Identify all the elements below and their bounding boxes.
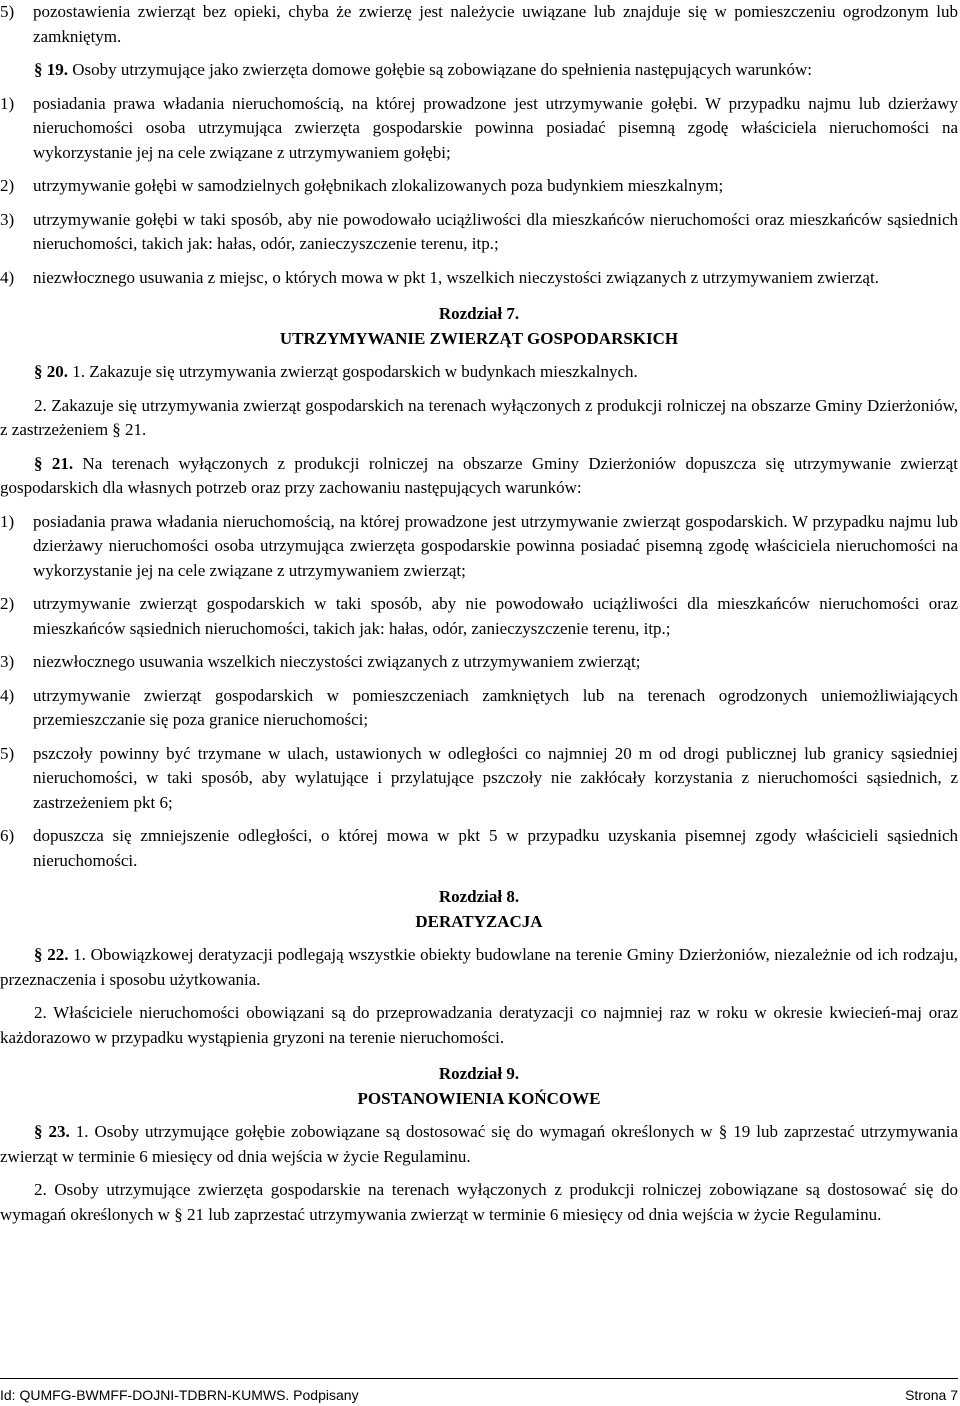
list-item: [0, 0, 958, 49]
list-item: [0, 174, 958, 199]
list-item-number: 1): [0, 93, 15, 113]
list-item: [0, 684, 958, 733]
document-id: Id: QUMFG-BWMFF-DOJNI-TDBRN-KUMWS. Podpisany: [0, 1387, 359, 1403]
list-item: [0, 208, 958, 257]
point-number: 2.: [34, 1180, 47, 1199]
chapter-title: DERATYZACJA: [415, 911, 543, 931]
paragraph-text: Osoby utrzymujące zwierzęta gospodarskie na terenach wyłączonych z produkcji rolniczej zobowiązane są dostosować się do wymagań określonych w § 21 lub zaprzestać utrzymywania zwierząt w terminie 6 miesięcy od dnia wejścia w życie Regulaminu.: [0, 1180, 958, 1224]
list-item-text: posiadania prawa władania nieruchomością, na której prowadzone jest utrzymywanie zwierząt gospodarskich. W przypadku najmu lub dzierżawy nieruchomości osoba utrzymująca zwierzęta gospodarskie powinna posiadać pisemną zgodę właściciela nieruchomości na wykorzystanie jej na cele związane z utrzymywaniem zwierząt;: [33, 511, 958, 580]
list-item-number: 2): [0, 594, 15, 613]
page-footer: [0, 1378, 958, 1405]
list-item-number: 3): [0, 209, 15, 229]
section-number: § 19.: [34, 60, 68, 79]
paragraph-23-1: [0, 1120, 958, 1169]
list-item-text: utrzymywanie zwierząt gospodarskich w pomieszczeniach zamkniętych lub na terenach ogrodzonych uniemożliwiających przemieszczanie się poza granice nieruchomości;: [33, 685, 958, 729]
chapter-title: UTRZYMYWANIE ZWIERZĄT GOSPODARSKICH: [279, 328, 679, 348]
list-item-text: pozostawienia zwierząt bez opieki, chyba że zwierzę jest należycie uwiązane lub znajduje się w pomieszczeniu ogrodzonym lub zamkniętym.: [33, 2, 958, 46]
paragraph-text: Osoby utrzymujące gołębie zobowiązane są dostosować się do wymagań określonych w § 19 lub zaprzestać utrzymywania zwierząt w terminie 6 miesięcy od dnia wejścia w życie Regulaminu.: [0, 1122, 959, 1166]
paragraph-22-1: [0, 943, 958, 992]
point-number: 1.: [69, 1122, 89, 1141]
chapter-title: POSTANOWIENIA KOŃCOWE: [357, 1088, 601, 1108]
list-item-text: posiadania prawa władania nieruchomością, na której prowadzone jest utrzymywanie gołębi. W przypadku najmu lub dzierżawy nieruchomości osoba utrzymująca zwierzęta gospodarskie powinna posiadać pisemną zgodę właściciela nieruchomości na wykorzystanie jej na cele związane z utrzymywaniem gołębi;: [33, 93, 958, 162]
list-item-text: niezwłocznego usuwania wszelkich nieczystości związanych z utrzymywaniem zwierząt;: [33, 652, 641, 671]
paragraph-text: Zakazuje się utrzymywania zwierząt gospodarskich w budynkach mieszkalnych.: [85, 362, 638, 381]
list-item: [0, 592, 958, 641]
list-item-number: 6): [0, 826, 15, 845]
list-item: [0, 510, 958, 584]
list-item: [0, 92, 958, 166]
list-item: [0, 266, 958, 291]
paragraph-text: Obowiązkowej deratyzacji podlegają wszystkie obiekty budowlane na terenie Gminy Dzierżoniów, niezależnie od ich rodzaju, przeznaczenia i sposobu użytkowania.: [0, 945, 959, 989]
point-number: 2.: [34, 395, 47, 415]
list-item-number: 1): [0, 511, 15, 531]
section-number: § 21.: [34, 453, 74, 473]
paragraph-23-2: [0, 1178, 958, 1227]
list-item-text: utrzymywanie zwierząt gospodarskich w taki sposób, aby nie powodowało uciążliwości dla mieszkańców nieruchomości oraz mieszkańców sąsiednich nieruchomości, takich jak: hałas, odór, zanieczyszczenie terenu, itp.;: [33, 594, 958, 638]
list-item-number: 4): [0, 267, 15, 287]
list-item-number: 4): [0, 685, 15, 705]
section-number: § 23.: [34, 1122, 70, 1141]
point-number: 1.: [68, 945, 86, 964]
list-item: [0, 650, 958, 675]
section-number: § 22.: [34, 945, 69, 964]
paragraph-20-2: [0, 394, 958, 443]
section-number: § 20.: [34, 362, 68, 381]
list-item-text: utrzymywanie gołębi w taki sposób, aby nie powodowało uciążliwości dla mieszkańców nieruchomości oraz mieszkańców sąsiednich nieruchomości, takich jak: hałas, odór, zanieczyszczenie terenu, itp.;: [33, 209, 958, 253]
list-item-number: 5): [0, 743, 15, 763]
list-item-number: 3): [0, 652, 15, 671]
paragraph-22-2: [0, 1001, 958, 1050]
paragraph-19: [0, 58, 958, 83]
point-number: 2.: [34, 1003, 47, 1022]
paragraph-20-1: [0, 360, 958, 385]
paragraph-text: Zakazuje się utrzymywania zwierząt gospodarskich na terenach wyłączonych z produkcji rolniczej na obszarze Gminy Dzierżoniów, z zastrzeżeniem § 21.: [0, 395, 958, 439]
paragraph-text: Na terenach wyłączonych z produkcji rolniczej na obszarze Gminy Dzierżoniów dopuszcza się utrzymywanie zwierząt gospodarskich dla własnych potrzeb oraz przy zachowaniu następujących warunków:: [0, 453, 958, 497]
list-item-text: utrzymywanie gołębi w samodzielnych gołębnikach zlokalizowanych poza budynkiem mieszkalnym;: [33, 176, 724, 195]
paragraph-text: Osoby utrzymujące jako zwierzęta domowe gołębie są zobowiązane do spełnienia następujących warunków:: [68, 60, 812, 79]
chapter-label: Rozdział 8.: [438, 887, 520, 906]
list-item-number: 5): [0, 2, 15, 21]
list-item-text: dopuszcza się zmniejszenie odległości, o której mowa w pkt 5 w przypadku uzyskania pisemnej zgody właścicieli sąsiednich nieruchomości.: [33, 826, 958, 870]
list-item: [0, 824, 958, 873]
page-number: Strona 7: [905, 1387, 958, 1403]
point-number: 1.: [68, 362, 85, 381]
list-item-number: 2): [0, 176, 15, 195]
paragraph-text: Właściciele nieruchomości obowiązani są do przeprowadzania deratyzacji co najmniej raz w roku w okresie kwiecień-maj oraz każdorazowo w przypadku wystąpienia gryzoni na terenie nieruchomości.: [0, 1003, 958, 1047]
list-item: [0, 742, 958, 816]
list-item-text: niezwłocznego usuwania z miejsc, o których mowa w pkt 1, wszelkich nieczystości związanych z utrzymywaniem zwierząt.: [33, 267, 879, 287]
chapter-label: Rozdział 7.: [438, 304, 520, 323]
paragraph-21: [0, 452, 958, 501]
list-item-text: pszczoły powinny być trzymane w ulach, ustawionych w odległości co najmniej 20 m od drogi publicznej lub granicy sąsiedniej nieruchomości, w taki sposób, aby wylatujące i przylatujące pszczoły nie zakłócały korzystania z nieruchomości sąsiednich, z zastrzeżeniem pkt 6;: [33, 743, 958, 812]
chapter-label: Rozdział 9.: [438, 1064, 520, 1083]
